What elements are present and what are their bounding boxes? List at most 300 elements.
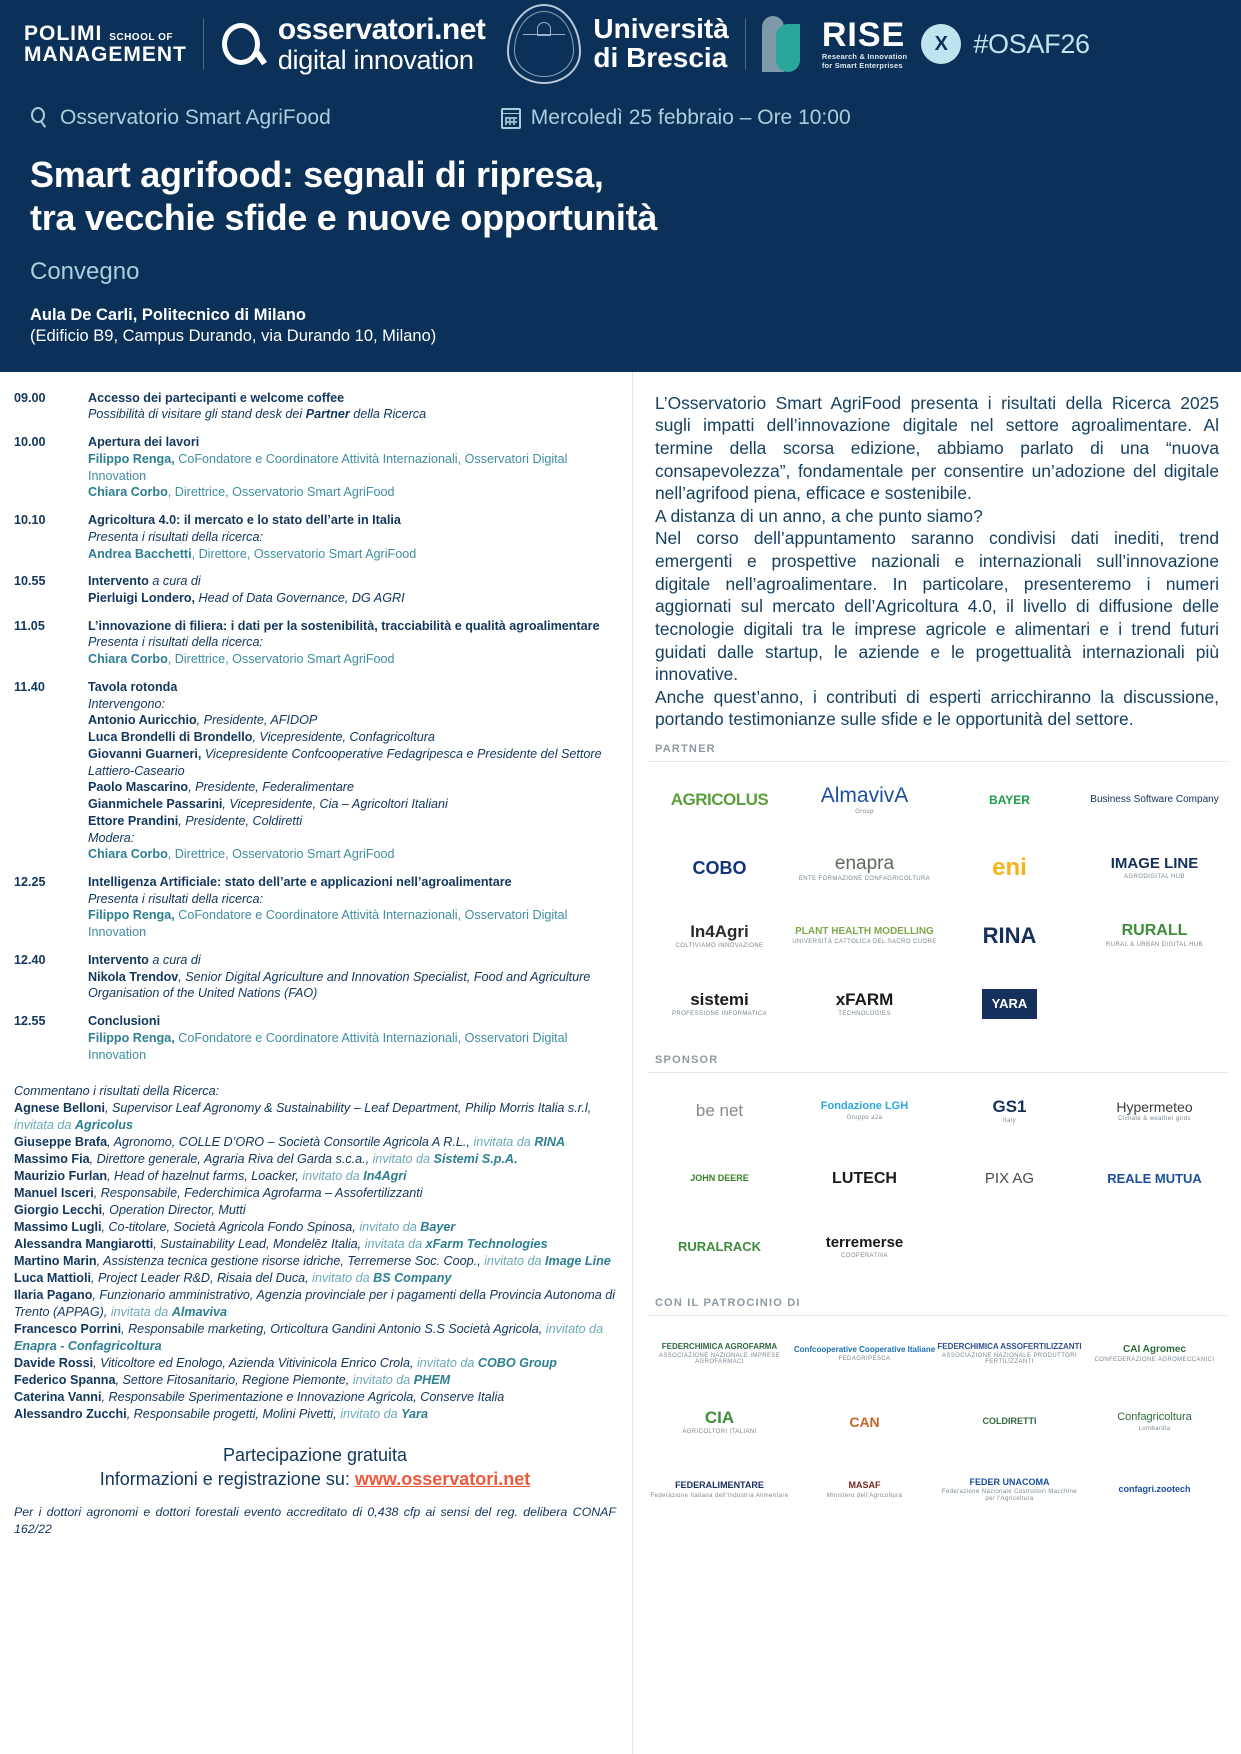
commentators-block xyxy=(14,1083,616,1423)
patronage-logo xyxy=(647,1456,792,1524)
agenda-line xyxy=(88,729,616,746)
agenda-line xyxy=(88,590,616,607)
agenda-time: 11.05 xyxy=(14,618,45,633)
text-run: invitato da xyxy=(416,1356,478,1371)
partner-logo xyxy=(937,970,1082,1038)
logo-subtitle: COLTIVIAMO INNOVAZIONE xyxy=(675,942,764,949)
text-run: , Direttrice, Osservatorio Smart AgriFood xyxy=(167,652,395,667)
agenda-time: 12.25 xyxy=(14,875,46,890)
divider xyxy=(745,18,746,70)
text-run: Agricolus xyxy=(74,1118,134,1133)
text-run: , Direttrice, Osservatorio Smart AgriFood xyxy=(167,847,395,862)
agenda-body xyxy=(88,512,616,562)
agenda-title-text: Conclusioni xyxy=(88,1014,161,1029)
text-run: Ettore Prandini xyxy=(88,813,179,828)
agenda-body xyxy=(88,434,616,501)
text-run: Chiara Corbo xyxy=(88,652,168,667)
text-run: , Vicepresidente, Cia – Agricoltori Italiani xyxy=(222,797,448,812)
agenda-line xyxy=(88,1030,616,1063)
text-run: Agnese Belloni xyxy=(14,1101,105,1116)
agenda-body xyxy=(88,390,616,423)
text-run: invitato da xyxy=(352,1373,414,1388)
text-run: Maurizio Furlan xyxy=(14,1169,108,1184)
agenda-line xyxy=(88,712,616,729)
registration-footer xyxy=(14,1445,616,1490)
text-run: , Assistenza tecnica gestione risorse idriche, Terremerse Soc. Coop., xyxy=(96,1254,485,1269)
agenda-line xyxy=(88,830,616,847)
agenda-title xyxy=(88,390,616,407)
commentator-item xyxy=(14,1389,616,1406)
search-icon xyxy=(30,107,50,129)
logo-subtitle: ASSOCIAZIONE NAZIONALE PRODUTTORI FERTILIZZANTI xyxy=(941,1352,1078,1366)
text-run: Andrea Bacchetti xyxy=(88,546,192,561)
text-run: Massimo Lugli xyxy=(14,1220,102,1235)
x-twitter-icon[interactable]: X xyxy=(921,24,961,64)
venue-name: Aula De Carli, Politecnico di Milano xyxy=(30,305,306,324)
sponsor-logo xyxy=(937,1145,1082,1213)
logo-name: In4Agri xyxy=(690,921,749,941)
logo-name: CAI Agromec xyxy=(1123,1343,1186,1355)
osservatori-tagline: digital innovation xyxy=(277,44,474,75)
text-run: , Presidente, Federalimentare xyxy=(188,780,354,795)
text-run: Possibilità di visitare gli stand desk dei xyxy=(88,407,306,422)
text-run: invitata da xyxy=(364,1237,426,1252)
commentators-list xyxy=(14,1100,616,1423)
patronage-section-label: CON IL PATROCINIO DI xyxy=(655,1297,801,1310)
agenda-time: 09.00 xyxy=(14,390,46,405)
agenda-line xyxy=(88,796,616,813)
logo-name: confagri.zootech xyxy=(1118,1484,1191,1495)
patronage-logo-grid xyxy=(633,1316,1241,1528)
description-paragraph: A distanza di un anno, a che punto siamo? xyxy=(655,505,983,526)
text-run: Intervengono: xyxy=(88,696,166,711)
agenda-title-text: Intervento xyxy=(88,952,149,967)
agenda-line xyxy=(88,891,616,908)
agenda-title-text: Agricoltura 4.0: il mercato e lo stato dell’arte in Italia xyxy=(88,513,401,528)
sponsor-logo-grid xyxy=(633,1073,1241,1285)
text-run: Head of Data Governance, DG AGRI xyxy=(195,591,405,605)
logo-name: terremerse xyxy=(825,1234,904,1251)
agenda-line xyxy=(88,651,616,668)
agenda-time: 11.40 xyxy=(14,679,45,694)
patronage-logo xyxy=(792,1320,937,1388)
text-run: CoFondatore e Coordinatore Attività Internazionali, Osservatori Digital Innovation xyxy=(88,908,568,940)
rise-mark-icon xyxy=(762,16,814,72)
logo-subtitle: Ministero dell'Agricoltura xyxy=(826,1492,903,1499)
description-paragraph: Anche quest’anno, i contributi di esperti arricchiranno la discussione, portando testimonianze sulle sfide e le opportunità del settore. xyxy=(655,686,1219,730)
logo-subtitle: COOPERATIVA xyxy=(841,1252,888,1259)
commentator-item xyxy=(14,1321,616,1355)
text-run: , Direttrice, Osservatorio Smart AgriFood xyxy=(167,485,395,500)
agenda-body xyxy=(88,679,616,863)
agenda-title-text: Apertura dei lavori xyxy=(88,435,200,450)
logo-name: CIA xyxy=(704,1407,735,1427)
logo-subtitle: PROFESSIONE INFORMATICA xyxy=(671,1010,768,1017)
description-text xyxy=(633,372,1241,731)
text-run: Bayer xyxy=(420,1220,456,1235)
logo-name: GS1 xyxy=(992,1096,1027,1116)
logo-name: Business Software Company xyxy=(1090,793,1219,805)
text-run: In4Agri xyxy=(363,1169,407,1184)
commentator-item xyxy=(14,1270,616,1287)
text-run: Presenta i risultati della ricerca: xyxy=(88,891,263,906)
logo-name: COBO xyxy=(692,857,747,878)
logo-name: JOHN DEERE xyxy=(690,1173,749,1184)
calendar-icon xyxy=(501,108,521,129)
agenda-row xyxy=(14,679,616,863)
text-run: , Responsabile, Federchimica Agrofarma – Assofertilizzanti xyxy=(93,1186,423,1201)
agenda-title xyxy=(88,874,616,891)
text-run: Filippo Renga, xyxy=(88,908,175,923)
agenda-line xyxy=(88,746,616,779)
text-run: Luca Brondelli di Brondello xyxy=(88,730,253,745)
polimi-line2: MANAGEMENT xyxy=(24,43,187,66)
agenda-row xyxy=(14,573,616,606)
logo-name: BAYER xyxy=(989,792,1030,807)
commentator-item xyxy=(14,1236,616,1253)
agenda-line xyxy=(88,634,616,651)
sponsor-logo xyxy=(937,1077,1082,1145)
logo-subtitle: AGRODIGITAL HUB xyxy=(1124,873,1185,880)
sponsor-logo xyxy=(1082,1077,1227,1145)
logo-subtitle: Italy xyxy=(1002,1117,1016,1124)
agenda-list xyxy=(14,390,616,1064)
logo-subtitle: ENTE FORMAZIONE CONFAGRICOLTURA xyxy=(798,875,931,882)
text-run: , Sustainability Lead, Mondelēz Italia, xyxy=(153,1237,365,1252)
partner-logo xyxy=(647,970,792,1038)
logo-name: FEDERCHIMICA ASSOFERTILIZZANTI xyxy=(937,1341,1082,1351)
logo-name: Fondazione LGH xyxy=(820,1100,909,1113)
social-hashtag[interactable] xyxy=(921,24,1089,64)
agenda-title xyxy=(88,952,616,969)
description-paragraph: L’Osservatorio Smart AgriFood presenta i risultati della Ricerca 2025 sugli impatti dell’innovazione digitale nel settore agroalimentare. Al termine della scorsa edizione, abbiamo parlato di una “nuova consapevolezza”, fondamentale per consentire un’adozione del digitale nell’agrifood piena, efficace e sostenibile. xyxy=(655,392,1219,504)
agenda-title xyxy=(88,1013,616,1030)
text-run: Paolo Mascarino xyxy=(88,780,189,795)
agenda-row xyxy=(14,512,616,562)
patronage-logo xyxy=(647,1388,792,1456)
logo-name: enapra xyxy=(834,852,895,874)
sponsor-logo xyxy=(792,1213,937,1281)
rise-tagline1: Research & Innovation xyxy=(821,51,908,61)
text-run: Ilaria Pagano xyxy=(14,1288,93,1303)
accreditation-note: Per i dottori agronomi e dottori forestali evento accreditato di 0,438 cfp ai sensi del reg. delibera CONAF 162/22 xyxy=(14,1505,616,1537)
agenda-title-text: L’innovazione di filiera: i dati per la sostenibilità, tracciabilità e qualità agroalimentare xyxy=(88,618,600,633)
top-logo-bar xyxy=(0,0,1241,88)
osservatori-logo xyxy=(220,0,486,88)
logo-name: REALE MUTUA xyxy=(1107,1171,1202,1187)
text-run: Pierluigi Londero, xyxy=(88,591,196,605)
partner-logo xyxy=(792,970,937,1038)
sponsor-logo xyxy=(647,1077,792,1145)
commentator-item xyxy=(14,1100,616,1134)
agenda-column xyxy=(0,372,632,1754)
text-run: Presenta i risultati della ricerca: xyxy=(88,529,263,544)
commentator-item xyxy=(14,1355,616,1372)
commentators-heading: Commentano i risultati della Ricerca: xyxy=(14,1084,220,1099)
agenda-line xyxy=(88,813,616,830)
agenda-time: 10.55 xyxy=(14,574,46,589)
text-run: Federico Spanna xyxy=(14,1373,116,1388)
agenda-row xyxy=(14,952,616,1002)
event-date-text: Mercoledì 25 febbraio – Ore 10:00 xyxy=(530,106,851,129)
agenda-time: 12.55 xyxy=(14,1014,46,1029)
partner-logo xyxy=(1082,766,1227,834)
text-run: , Agronomo, COLLE D’ORO – Società Consortile Agricola A R.L., xyxy=(107,1135,474,1150)
logo-subtitle: UNIVERSITÀ CATTOLICA DEL SACRO CUORE xyxy=(792,939,937,946)
text-run: Enapra - Confagricoltura xyxy=(14,1339,162,1354)
commentator-item xyxy=(14,1134,616,1151)
text-run: , Direttore generale, Agraria Riva del Garda s.c.a., xyxy=(89,1152,373,1167)
unibs-logo xyxy=(507,0,728,88)
text-run: Manuel Isceri xyxy=(14,1186,94,1201)
agenda-line xyxy=(88,546,616,563)
text-run: xFarm Technologies xyxy=(425,1237,548,1252)
text-run: CoFondatore e Coordinatore Attività Internazionali, Osservatori Digital Innovation xyxy=(88,451,568,483)
commentator-item xyxy=(14,1168,616,1185)
description-paragraph: Nel corso dell’appuntamento saranno condivisi dati inediti, trend emergenti e prospettive nazionali e internazionali sull’innovazione digitale nell’agroalimentare. In particolare, presenteremo i numeri aggiornati sul mercato dell’Agricoltura 4.0, il livello di diffusione delle tecnologie digitali tra le imprese agricole e alimentari e i trend futuri guidati dalle startup, le aziende e le progettualità internazionali più innovative. xyxy=(655,528,1219,685)
patronage-logo xyxy=(792,1388,937,1456)
text-run: , Funzionario amministrativo, Agenzia provinciale per i pagamenti della Provincia Autonoma di Trento (APPAG), xyxy=(14,1288,616,1320)
logo-subtitle: Federazione Nazionale Costruttori Macchine per l'Agricoltura xyxy=(941,1489,1078,1502)
logo-subtitle: AGRICOLTORI ITALIANI xyxy=(682,1428,757,1435)
logo-name: RURALL xyxy=(1121,922,1188,940)
sponsor-logo xyxy=(647,1145,792,1213)
text-run: , Viticoltore ed Enologo, Azienda Vitivinicola Enrico Crola, xyxy=(93,1356,417,1371)
text-run: Massimo Fia xyxy=(14,1152,90,1167)
text-run: della Ricerca xyxy=(349,407,427,422)
logo-subtitle: Gruppo a2a xyxy=(846,1114,883,1121)
logo-name: CAN xyxy=(849,1413,880,1430)
logo-subtitle: FEDAGRIPESCA xyxy=(838,1356,891,1363)
event-date xyxy=(501,106,851,130)
patronage-logo xyxy=(937,1456,1082,1524)
logo-name: PIX AG xyxy=(984,1170,1035,1188)
registration-link[interactable]: www.osservatori.net xyxy=(354,1469,531,1490)
text-run: Martino Marin xyxy=(14,1254,97,1269)
agenda-line xyxy=(88,907,616,940)
title-line-2: tra vecchie sfide e nuove opportunità xyxy=(30,196,658,238)
observatory-label xyxy=(30,106,331,130)
commentator-item xyxy=(14,1406,616,1423)
agenda-line xyxy=(88,451,616,484)
logo-subtitle: CONFEDERAZIONE AGROMECCANICI xyxy=(1094,1357,1215,1364)
unibs-line1: Università xyxy=(593,13,729,45)
text-run: invitato da xyxy=(484,1254,546,1269)
hero-section xyxy=(0,88,1241,372)
partner-logo xyxy=(937,834,1082,902)
agenda-line xyxy=(88,484,616,501)
polimi-line1: POLIMI xyxy=(24,22,103,45)
polimi-logo xyxy=(18,0,187,88)
agenda-body xyxy=(88,573,616,606)
text-run: , Project Leader R&D, Risaia del Duca, xyxy=(90,1271,313,1286)
text-run: Luca Mattioli xyxy=(14,1271,91,1286)
sponsor-logo xyxy=(792,1145,937,1213)
text-run: RINA xyxy=(534,1135,566,1150)
text-run: Antonio Auricchio xyxy=(88,713,197,728)
partner-logo xyxy=(792,902,937,970)
agenda-body xyxy=(88,952,616,1002)
partner-logo xyxy=(647,902,792,970)
partner-logo xyxy=(647,834,792,902)
logo-name: FEDERCHIMICA AGROFARMA xyxy=(661,1341,778,1351)
rise-name: RISE xyxy=(821,15,906,54)
text-run: Filippo Renga, xyxy=(88,451,175,466)
partner-logo xyxy=(937,902,1082,970)
text-run: Sistemi S.p.A. xyxy=(433,1152,518,1167)
agenda-title-text: Tavola rotonda xyxy=(88,679,178,694)
patronage-logo xyxy=(1082,1456,1227,1524)
agenda-title xyxy=(88,618,616,635)
logo-name: eni xyxy=(992,854,1027,882)
divider xyxy=(203,18,204,70)
text-run: Alessandra Mangiarotti xyxy=(14,1237,154,1252)
logo-name: YARA xyxy=(982,989,1038,1019)
logo-subtitle: Lombardia xyxy=(1138,1425,1171,1432)
logo-name: FEDERALIMENTARE xyxy=(675,1480,764,1491)
logo-name: AGRICOLUS xyxy=(670,790,769,810)
text-run: Almaviva xyxy=(171,1305,228,1320)
partner-logo xyxy=(1082,834,1227,902)
text-run: invitato da xyxy=(340,1407,402,1422)
text-run: Alessandro Zucchi xyxy=(14,1407,127,1422)
agenda-body xyxy=(88,874,616,941)
partner-logo xyxy=(647,766,792,834)
sponsor-section-label: SPONSOR xyxy=(655,1054,719,1067)
logo-name: RINA xyxy=(982,923,1037,949)
agenda-line xyxy=(88,529,616,546)
registration-line xyxy=(14,1469,616,1490)
text-run: Vicepresidente Confcooperative Fedagripesca e Presidente del Settore Lattiero-Caseario xyxy=(88,746,602,778)
text-run: Filippo Renga, xyxy=(88,1030,175,1045)
text-run: invitato da xyxy=(372,1152,434,1167)
info-column xyxy=(632,372,1241,1754)
polimi-school-of: SCHOOL OF xyxy=(109,32,173,43)
agenda-title xyxy=(88,434,616,451)
logo-name: LUTECH xyxy=(832,1169,897,1187)
partner-logo xyxy=(937,766,1082,834)
logo-name: MASAF xyxy=(848,1480,881,1491)
logo-name: RURALRACK xyxy=(677,1239,762,1255)
agenda-row xyxy=(14,618,616,668)
commentator-item xyxy=(14,1185,616,1202)
agenda-body xyxy=(88,1013,616,1063)
logo-subtitle: Federazione Italiana dell'Industria Alimentare xyxy=(650,1492,789,1499)
body-columns xyxy=(0,372,1241,1754)
logo-subtitle: RURAL & URBAN DIGITAL HUB xyxy=(1105,942,1204,949)
text-run: Nikola Trendov xyxy=(88,969,179,984)
text-run: Chiara Corbo xyxy=(88,847,168,862)
logo-subtitle: Group xyxy=(855,808,874,815)
commentator-item xyxy=(14,1151,616,1168)
logo-name: sistemi xyxy=(690,989,749,1009)
text-run: CoFondatore e Coordinatore Attività Internazionali, Osservatori Digital Innovation xyxy=(88,1030,568,1062)
sponsor-logo xyxy=(792,1077,937,1145)
text-run: invitato da xyxy=(545,1322,604,1337)
agenda-title xyxy=(88,679,616,696)
text-run: , Senior Digital Agriculture and Innovation Specialist, Food and Agriculture Organisation of the United Nations (FAO) xyxy=(88,969,591,1001)
text-run: Modera: xyxy=(88,830,135,845)
page-title xyxy=(30,154,1211,240)
logo-name: Hypermeteo xyxy=(1116,1098,1193,1115)
text-run: invitata da xyxy=(110,1305,172,1320)
unibs-line2: di Brescia xyxy=(593,42,728,73)
hero-meta xyxy=(30,106,1211,130)
agenda-time: 12.40 xyxy=(14,952,46,967)
patronage-logo xyxy=(937,1320,1082,1388)
agenda-title xyxy=(88,573,616,590)
university-seal-icon xyxy=(507,4,581,84)
logo-name: Confcooperative Cooperative Italiane xyxy=(793,1344,936,1354)
agenda-row xyxy=(14,434,616,501)
logo-name: IMAGE LINE xyxy=(1110,855,1199,872)
commentator-item xyxy=(14,1219,616,1236)
patronage-logo xyxy=(647,1320,792,1388)
logo-name: AlmavivA xyxy=(820,783,909,807)
text-run: , Vicepresidente, Confagricoltura xyxy=(252,730,435,745)
text-run: invitata da xyxy=(14,1118,75,1133)
partner-logo-grid xyxy=(633,762,1241,1042)
sponsor-logo xyxy=(1082,1145,1227,1213)
event-type: Convegno xyxy=(30,257,140,285)
rise-logo xyxy=(762,0,907,88)
patronage-logo xyxy=(1082,1388,1227,1456)
text-run: Gianmichele Passarini xyxy=(88,797,223,812)
logo-subtitle: Climate & weather grids xyxy=(1118,1116,1191,1123)
agenda-title-text: Intelligenza Artificiale: stato dell’arte e applicazioni nell’agroalimentare xyxy=(88,875,512,890)
commentator-item xyxy=(14,1287,616,1321)
text-run: , Responsabile progetti, Molini Pivetti, xyxy=(126,1407,341,1422)
text-run: invitato da xyxy=(312,1271,374,1286)
observatory-name: Osservatorio Smart AgriFood xyxy=(60,106,331,129)
text-run: , Responsabile marketing, Orticoltura Gandini Antonio S.S Società Agricola, xyxy=(121,1322,546,1337)
agenda-title-suffix: a cura di xyxy=(148,574,201,589)
agenda-line xyxy=(88,969,616,1002)
logo-name: COLDIRETTI xyxy=(982,1416,1037,1427)
agenda-body xyxy=(88,618,616,668)
agenda-title-text: Accesso dei partecipanti e welcome coffee xyxy=(88,390,345,405)
partner-logo xyxy=(792,834,937,902)
text-run: Giorgio Lecchi xyxy=(14,1203,103,1218)
logo-name: PLANT HEALTH MODELLING xyxy=(795,925,934,937)
sponsor-logo xyxy=(647,1213,792,1281)
agenda-line xyxy=(88,696,616,713)
agenda-row xyxy=(14,390,616,423)
text-run: Davide Rossi xyxy=(14,1356,94,1371)
text-run: Francesco Porrini xyxy=(14,1322,122,1337)
text-run: invitato da xyxy=(302,1169,364,1184)
text-run: Partner xyxy=(305,407,350,422)
text-run: , Responsabile Sperimentazione e Innovazione Agricola, Conserve Italia xyxy=(101,1390,505,1405)
text-run: Chiara Corbo xyxy=(88,485,168,500)
agenda-line xyxy=(88,846,616,863)
logo-name: xFARM xyxy=(835,989,894,1009)
text-run: , Settore Fitosanitario, Regione Piemonte, xyxy=(115,1373,353,1388)
text-run: COBO Group xyxy=(477,1356,557,1371)
free-participation: Partecipazione gratuita xyxy=(222,1445,408,1466)
text-run: Presenta i risultati della ricerca: xyxy=(88,635,263,650)
text-run: , Presidente, Coldiretti xyxy=(178,813,303,828)
agenda-title-suffix: a cura di xyxy=(148,952,201,967)
partner-section-label: PARTNER xyxy=(655,743,716,756)
hashtag-text: #OSAF26 xyxy=(973,28,1090,59)
patronage-logo xyxy=(1082,1320,1227,1388)
title-line-1: Smart agrifood: segnali di ripresa, xyxy=(30,154,604,195)
text-run: BS Company xyxy=(373,1271,452,1286)
commentator-item xyxy=(14,1202,616,1219)
text-run: Yara xyxy=(401,1407,428,1422)
logo-name: Confagricoltura xyxy=(1117,1411,1192,1424)
